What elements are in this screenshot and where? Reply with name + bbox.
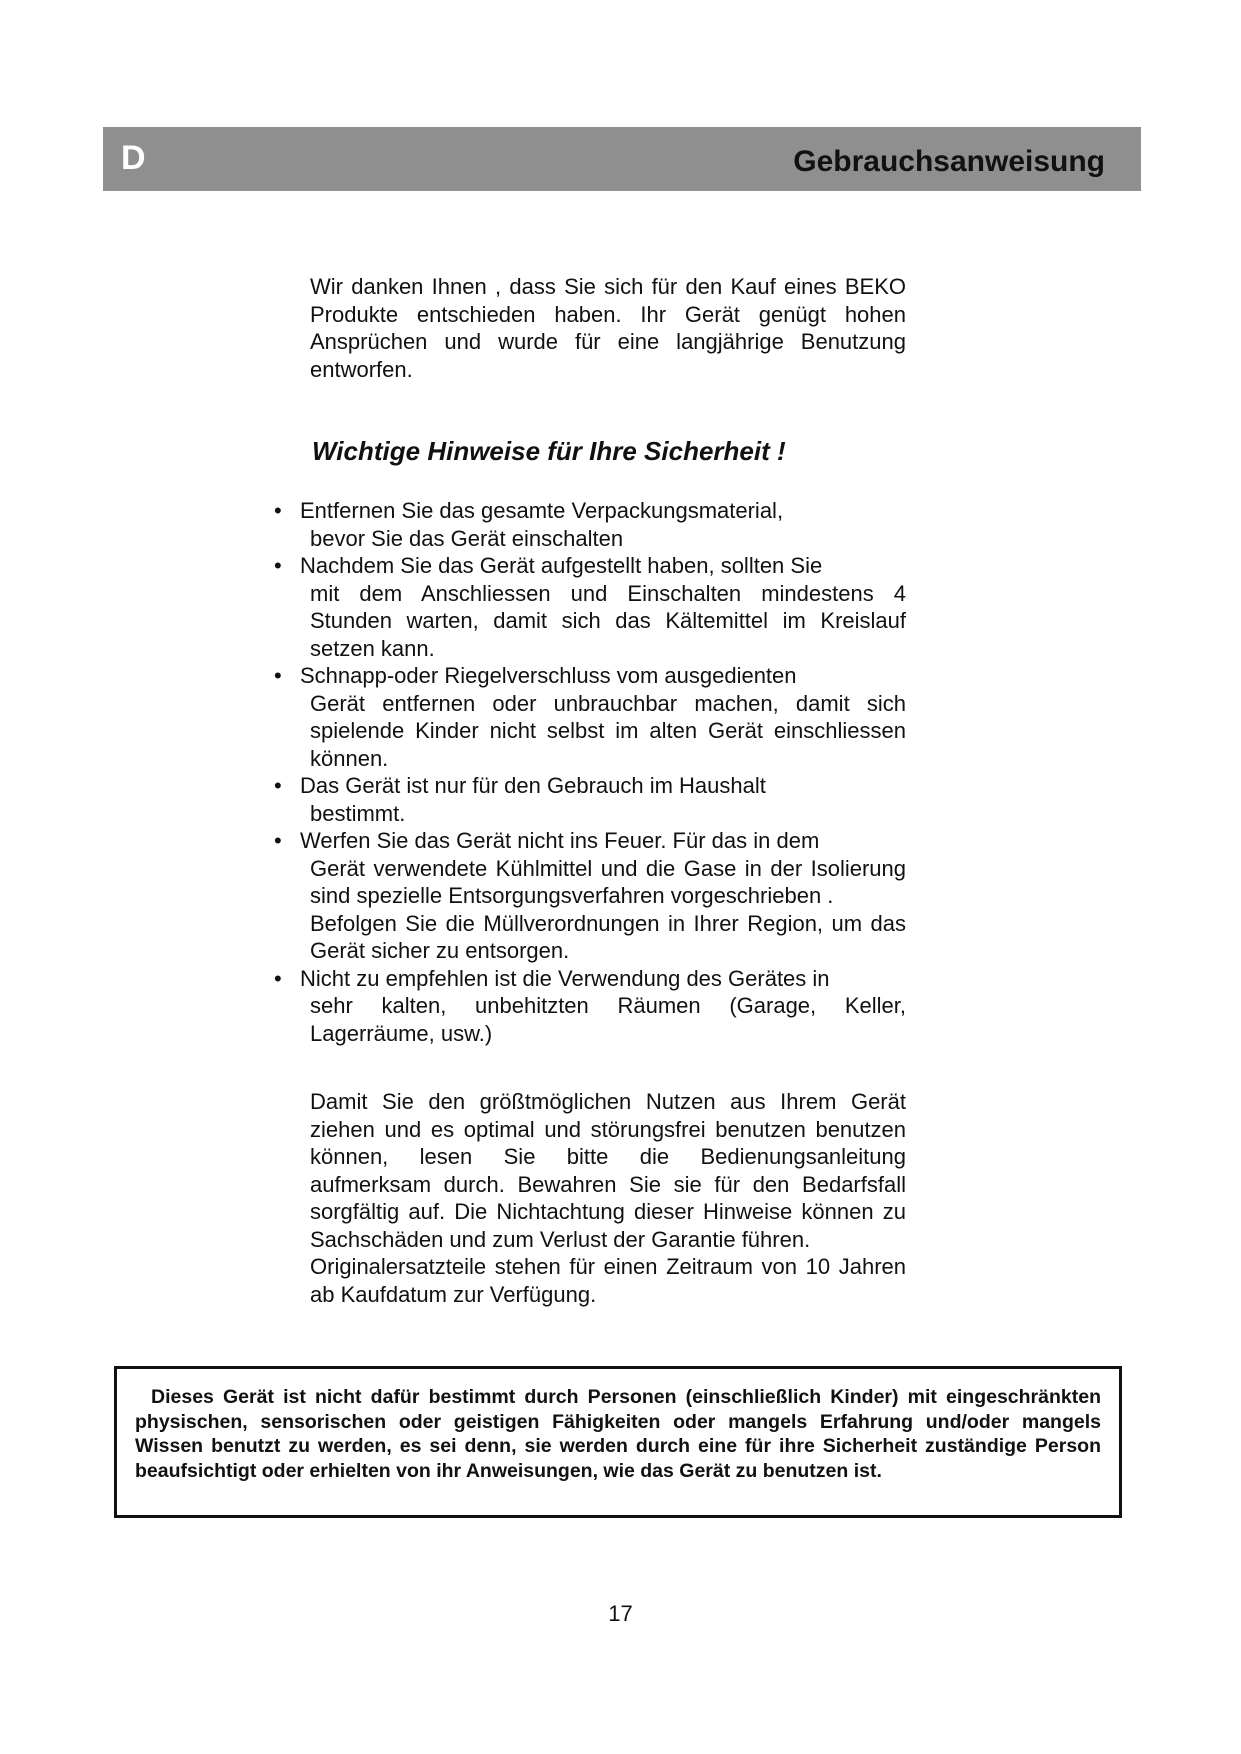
list-item: [274, 552, 906, 662]
header-bar: [103, 127, 1141, 191]
list-item-first-line: Das Gerät ist nur für den Gebrauch im Haushalt: [300, 773, 766, 798]
list-item-continuation: bevor Sie das Gerät einschalten: [310, 525, 624, 551]
bullet-icon: •: [274, 773, 282, 798]
bullet-icon: •: [274, 663, 282, 688]
spare-parts-paragraph: Originalersatzteile stehen für einen Zeitraum von 10 Jahren ab Kaufdatum zur Verfügung.: [310, 1254, 906, 1307]
list-item-extra: Befolgen Sie die Müllverordnungen in Ihrer Region, um das Gerät sicher zu entsorgen.: [310, 910, 906, 963]
list-item-continuation: sehr kalten, unbehitzten Räumen (Garage, Keller, Lagerräume, usw.): [310, 993, 906, 1046]
list-item: [274, 827, 906, 965]
warning-box: [114, 1366, 1122, 1518]
safety-heading: Wichtige Hinweise für Ihre Sicherheit !: [312, 436, 786, 466]
list-item-first-line: Nicht zu empfehlen ist die Verwendung des Gerätes in: [300, 965, 830, 991]
bullet-icon: •: [274, 965, 282, 991]
list-item: [274, 772, 906, 827]
list-item-first-line: Entfernen Sie das gesamte Verpackungsmaterial,: [300, 498, 784, 523]
page-title: Gebrauchsanweisung: [793, 145, 1105, 178]
list-item: [274, 662, 906, 772]
list-item-continuation: mit dem Anschliessen und Einschalten mindestens 4 Stunden warten, damit sich das Kältemittel im Kreislauf setzen kann.: [310, 580, 906, 661]
safety-list: [274, 497, 906, 1047]
list-item-first-line: Werfen Sie das Gerät nicht ins Feuer. Für das in dem: [300, 828, 820, 853]
closing-section: [310, 1088, 906, 1308]
list-item-continuation: Gerät entfernen oder unbrauchbar machen, damit sich spielende Kinder nicht selbst im alten Gerät einschliessen können.: [310, 690, 906, 771]
list-item-continuation: Gerät verwendete Kühlmittel und die Gase in der Isolierung sind spezielle Entsorgungsverfahren vorgeschrieben .: [310, 855, 906, 908]
intro-paragraph: Wir danken Ihnen , dass Sie sich für den Kauf eines BEKO Produkte entschieden haben. Ihr Gerät genügt hohen Ansprüchen und wurde für eine langjährige Benutzung entworfen.: [310, 274, 906, 382]
bullet-icon: •: [274, 498, 282, 523]
warning-text: Dieses Gerät ist nicht dafür bestimmt durch Personen (einschließlich Kinder) mit eingeschränkten physischen, sensorischen oder geistigen Fähigkeiten oder mangels Erfahrung und/oder mangels Wissen benutzt zu werden, es sei denn, sie werden durch eine für ihre Sicherheit zuständige Person beaufsichtigt oder erhielten von ihr Anweisungen, wie das Gerät zu benutzen ist.: [135, 1386, 1101, 1482]
page-number: 17: [608, 1601, 633, 1626]
bullet-icon: •: [274, 553, 282, 578]
list-item: [274, 497, 906, 552]
list-item-first-line: Nachdem Sie das Gerät aufgestellt haben, sollten Sie: [300, 553, 823, 578]
list-item-first-line: Schnapp-oder Riegelverschluss vom ausgedienten: [300, 663, 797, 688]
list-item-continuation: bestimmt.: [310, 800, 406, 826]
list-item: [274, 965, 906, 1048]
usage-advice-paragraph: Damit Sie den größtmöglichen Nutzen aus Ihrem Gerät ziehen und es optimal und störungsfrei benutzen benutzen können, lesen Sie bitte die Bedienungsanleitung aufmerksam durch. Bewahren Sie sie für den Bedarfsfall sorgfältig auf. Die Nichtachtung dieser Hinweise können zu Sachschäden und zum Verlust der Garantie führen.: [310, 1089, 906, 1252]
bullet-icon: •: [274, 828, 282, 853]
language-code: D: [121, 139, 146, 177]
